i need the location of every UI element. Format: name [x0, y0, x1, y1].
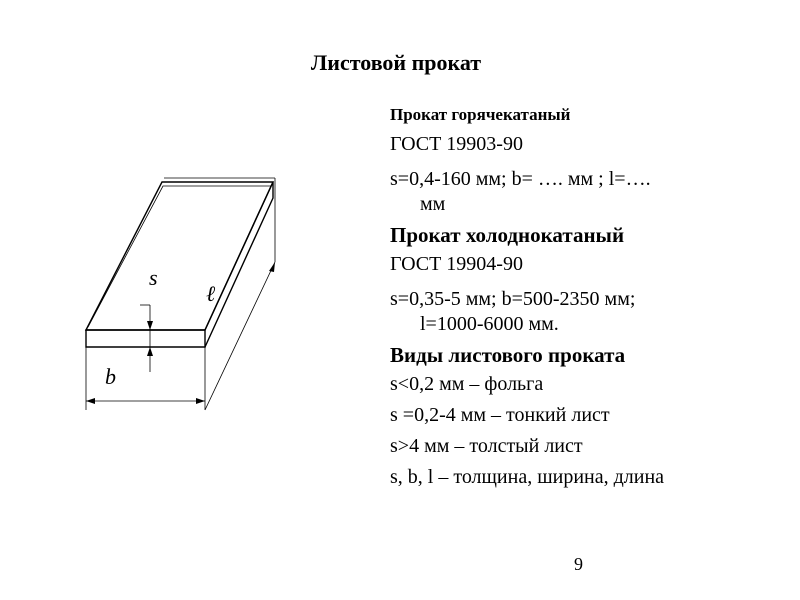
sheet-top-face — [86, 182, 273, 330]
s-arrow-top — [147, 321, 153, 330]
b-arrow-right — [196, 398, 205, 404]
sheet-type-thick: s>4 мм – толстый лист — [390, 435, 583, 457]
cold-rolled-standard: ГОСТ 19904-90 — [390, 253, 523, 275]
b-arrow-left — [86, 398, 95, 404]
sheet-type-thin: s =0,2-4 мм – тонкий лист — [390, 404, 610, 426]
hot-rolled-dimensions-unit: мм — [420, 193, 446, 215]
slide-title-text: Листовой прокат — [310, 50, 482, 75]
sheet-front-face — [86, 330, 205, 347]
sheet-side-face — [205, 182, 273, 347]
label-s: s — [149, 265, 158, 290]
sheet-types-heading: Виды листового проката — [390, 343, 626, 367]
s-arrow-bottom — [147, 347, 153, 356]
hot-rolled-heading: Прокат горячекатаный — [390, 105, 571, 124]
hot-rolled-standard: ГОСТ 19903-90 — [390, 133, 523, 155]
l-arrow-top — [269, 262, 275, 272]
cold-rolled-heading: Прокат холоднокатаный — [390, 223, 625, 247]
cold-rolled-length: l=1000-6000 мм. — [420, 313, 559, 335]
dimension-legend: s, b, l – толщина, ширина, длина — [390, 466, 665, 488]
l-dimension-line — [205, 262, 275, 410]
page-number: 9 — [574, 554, 583, 574]
sheet-inner-edge — [88, 186, 271, 327]
cold-rolled-dimensions: s=0,35-5 мм; b=500-2350 мм; — [390, 288, 636, 310]
sheet-type-foil: s<0,2 мм – фольга — [390, 373, 544, 395]
label-b: b — [105, 364, 116, 389]
label-l: ℓ — [206, 281, 216, 306]
hot-rolled-dimensions: s=0,4-160 мм; b= …. мм ; l=…. — [390, 168, 651, 190]
